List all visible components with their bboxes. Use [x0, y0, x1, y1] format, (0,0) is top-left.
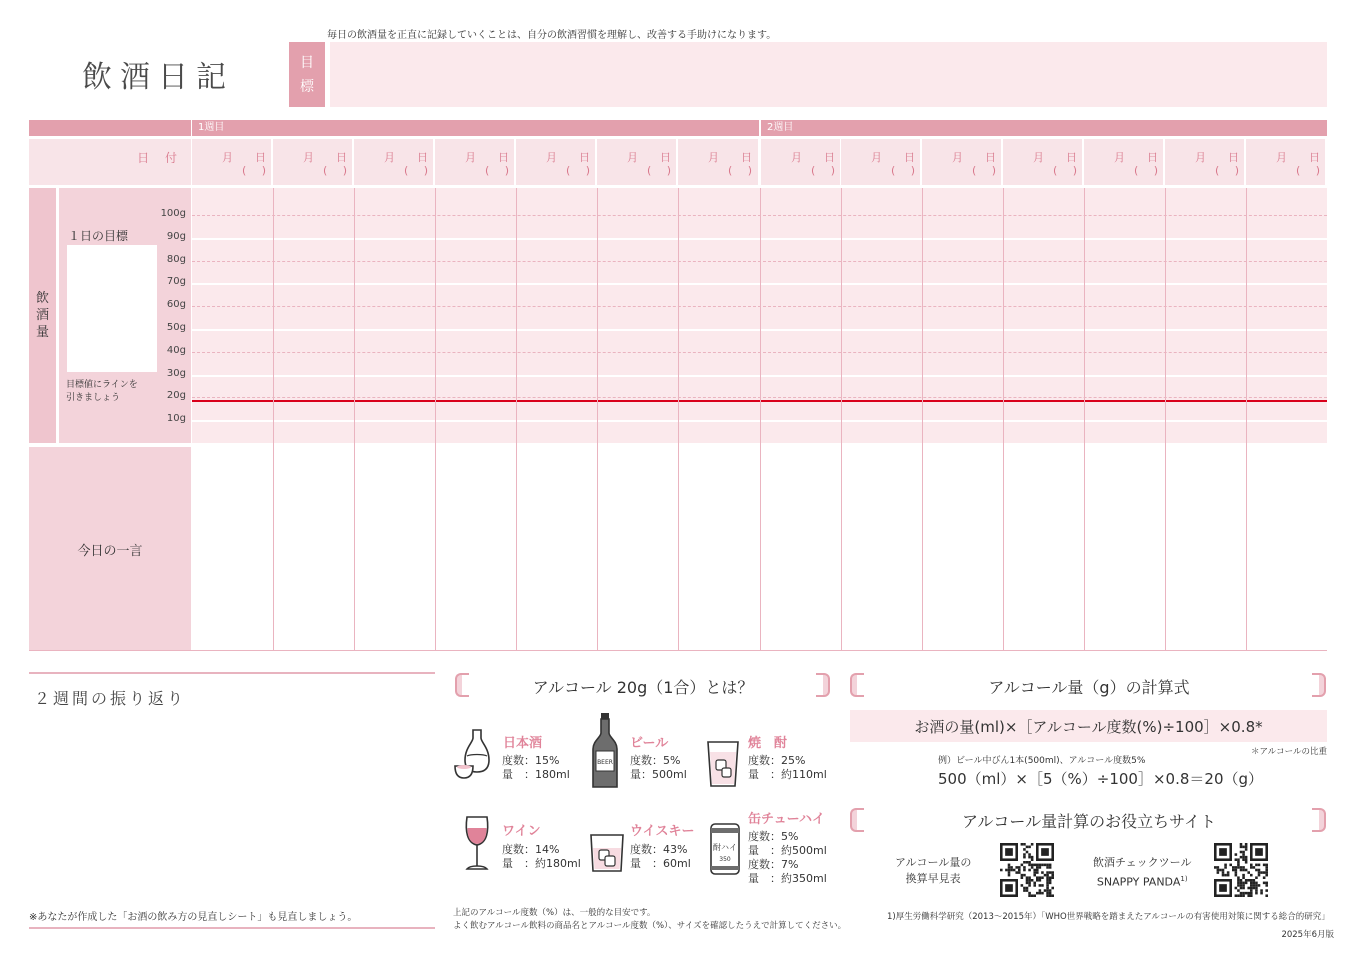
gram-label: 80g [166, 253, 186, 265]
column-line [841, 188, 842, 650]
drink-name-whisky: ウイスキー [630, 824, 695, 839]
column-line [435, 188, 436, 650]
column-line [1165, 188, 1166, 650]
formula-example-caption: 例）ビール中びん1本(500ml)、アルコール度数5% [938, 756, 1146, 766]
wine-amount: 量 ：約180ml [502, 857, 581, 870]
amount-label [29, 290, 56, 341]
month-label: 月 [708, 151, 719, 164]
bracket-left-icon [850, 673, 864, 697]
daily-target-note [66, 379, 138, 405]
month-label: 月 [1033, 151, 1044, 164]
whisky-degree: 度数：43% [630, 843, 688, 856]
gram-label: 20g [166, 390, 186, 402]
alcohol20-title: アルコール 20g（1合）とは？ [532, 678, 754, 697]
chuhai-degree-2: 度数：7% [748, 858, 799, 871]
edition: 2025年6月版 [1281, 930, 1334, 940]
site-1-line-2: 換算早見表 [905, 872, 961, 885]
goal-input-box[interactable] [330, 42, 1327, 107]
month-label: 月 [871, 151, 882, 164]
day-label: 日 [904, 151, 915, 164]
chuhai-amount-2: 量 ：約350ml [748, 872, 827, 885]
formula-title: アルコール量（g）の計算式 [988, 678, 1190, 697]
review-top-line [29, 672, 435, 674]
can-size: 350 [719, 856, 731, 863]
goal-label [289, 42, 325, 107]
date-cell[interactable] [1003, 139, 1082, 185]
site-2-line-1: 飲酒チェックツール [1093, 856, 1192, 869]
drink-info-shochu [748, 754, 827, 782]
date-cell[interactable] [354, 139, 433, 185]
date-cell[interactable] [516, 139, 595, 185]
drink-info-beer [630, 754, 687, 782]
day-label: 日 [255, 151, 266, 164]
paren-close: ) [991, 164, 996, 177]
site-2-name: SNAPPY PANDA [1096, 875, 1181, 889]
bracket-right-icon [1312, 673, 1326, 697]
paren-open: ( [728, 164, 733, 177]
sites-title: アルコール量計算のお役立ちサイト [962, 812, 1216, 831]
review-note: ※あなたが作成した「お酒の飲み方の見直しシート」も見直しましょう。 [29, 912, 358, 923]
whisky-glass-icon [589, 832, 625, 874]
sake-amount: 量 ：180ml [502, 768, 570, 781]
paren-open: ( [1296, 164, 1301, 177]
daily-target-input[interactable] [67, 245, 157, 372]
alcohol20-footnote-1: 上記のアルコール度数（%）は、一般的な目安です。 [453, 908, 656, 918]
paren-close: ) [342, 164, 347, 177]
paren-close: ) [830, 164, 835, 177]
amount-label-char-3: 量 [35, 325, 49, 340]
remark-label: 今日の一言 [77, 544, 143, 559]
chuhai-degree-1: 度数：5% [748, 830, 799, 843]
paren-close: ) [261, 164, 266, 177]
review-title: ２週間の振り返り [34, 689, 187, 708]
date-cell[interactable] [841, 139, 920, 185]
shochu-amount: 量 ：約110ml [748, 768, 827, 781]
month-label: 月 [303, 151, 314, 164]
day-label: 日 [498, 151, 509, 164]
drink-name-wine: ワイン [502, 824, 541, 839]
formula-expression: お酒の量(ml)×［アルコール度数(%)÷100］×0.8* [914, 718, 1263, 736]
paren-close: ) [423, 164, 428, 177]
date-cell[interactable] [922, 139, 1001, 185]
month-label: 月 [791, 151, 802, 164]
paren-close: ) [1234, 164, 1239, 177]
date-row-label: 日 付 [137, 151, 183, 165]
paren-close: ) [747, 164, 752, 177]
bracket-left-icon [455, 673, 469, 697]
drink-info-whisky [630, 843, 691, 871]
site-1-label [895, 855, 971, 887]
day-label: 日 [336, 151, 347, 164]
column-line [1003, 188, 1004, 650]
beer-degree: 度数：5% [630, 754, 681, 767]
site-2-label [1093, 855, 1191, 891]
day-label: 日 [1309, 151, 1320, 164]
beer-bottle-icon [590, 711, 620, 791]
gram-label: 70g [166, 276, 186, 288]
month-label: 月 [465, 151, 476, 164]
date-cell[interactable] [1084, 139, 1163, 185]
day-label: 日 [579, 151, 590, 164]
day-label: 日 [741, 151, 752, 164]
wine-glass-icon [462, 814, 492, 872]
day-label: 日 [1228, 151, 1239, 164]
paren-open: ( [811, 164, 816, 177]
week-1-bar: 1週目 [192, 120, 759, 136]
paren-close: ) [585, 164, 590, 177]
can-label: 酎ハイ [713, 843, 737, 852]
goal-label-1: 目 [300, 54, 314, 71]
date-cell[interactable] [1246, 139, 1325, 185]
intro-text: 毎日の飲酒量を正直に記録していくことは、自分の飲酒習慣を理解し、改善する手助けになります。 [327, 30, 777, 41]
review-input-area[interactable] [30, 695, 435, 913]
paren-open: ( [566, 164, 571, 177]
gram-label: 30g [166, 367, 186, 379]
paren-open: ( [485, 164, 490, 177]
gram-label: 50g [166, 322, 186, 333]
gram-label: 10g [166, 413, 186, 425]
date-cell[interactable] [678, 139, 758, 185]
gram-label: 100g [160, 208, 186, 219]
month-label: 月 [627, 151, 638, 164]
drink-name-sake: 日本酒 [503, 736, 543, 751]
month-label: 月 [1195, 151, 1206, 164]
day-label: 日 [1147, 151, 1158, 164]
month-label: 月 [1276, 151, 1287, 164]
column-line [1084, 188, 1085, 650]
bracket-right-icon [816, 673, 830, 697]
target-note-line-1: 目標値にラインを [66, 380, 138, 390]
whisky-amount: 量 ：60ml [630, 857, 691, 870]
day-label: 日 [417, 151, 428, 164]
column-line [273, 188, 274, 650]
paren-close: ) [666, 164, 671, 177]
month-label: 月 [1114, 151, 1125, 164]
paren-open: ( [1215, 164, 1220, 177]
shochu-degree: 度数：25% [748, 754, 806, 767]
week-2-bar: 2週目 [761, 120, 1327, 136]
date-cell[interactable] [435, 139, 514, 185]
paren-close: ) [1153, 164, 1158, 177]
review-bottom-line [29, 927, 435, 929]
paren-open: ( [972, 164, 977, 177]
site-2-line-2 [1093, 871, 1191, 891]
shochu-glass-icon [705, 738, 741, 790]
column-line [760, 188, 761, 650]
formula-example: 500（ml）×［5（%）÷100］×0.8＝20（g） [938, 770, 1264, 788]
daily-target-title: １日の目標 [68, 229, 129, 243]
paren-close: ) [910, 164, 915, 177]
column-line [516, 188, 517, 650]
alcohol20-footnote-2: よく飲むアルコール飲料の商品名とアルコール度数（%）、サイズを確認したうえで計算してください。 [453, 921, 847, 931]
bracket-right-icon [1312, 808, 1326, 832]
month-label: 月 [952, 151, 963, 164]
date-row-label-cell [29, 139, 191, 185]
drink-info-wine [502, 843, 581, 871]
day-label: 日 [824, 151, 835, 164]
beer-amount: 量：500ml [630, 768, 687, 781]
drink-info-chuhai [748, 830, 827, 886]
drink-name-shochu: 焼 酎 [748, 736, 788, 751]
goal-label-2: 標 [300, 78, 314, 95]
paren-open: ( [1134, 164, 1139, 177]
date-cell[interactable] [1165, 139, 1244, 185]
reference-note: 1)厚生労働科学研究（2013～2015年）「WHO世界戦略を踏まえたアルコールの有害使用対策に関する総合的研究」 [887, 912, 1330, 922]
chuhai-amount-1: 量 ：約500ml [748, 844, 827, 857]
formula-note: ＊アルコールの比重 [1251, 747, 1327, 757]
paren-open: ( [647, 164, 652, 177]
sake-icon [453, 726, 497, 784]
date-cell[interactable] [597, 139, 676, 185]
gram-label: 60g [166, 299, 186, 311]
paren-open: ( [1053, 164, 1058, 177]
paren-close: ) [1315, 164, 1320, 177]
amount-label-char-1: 飲 [35, 291, 49, 306]
month-label: 月 [384, 151, 395, 164]
month-label: 月 [546, 151, 557, 164]
column-line [922, 188, 923, 650]
paren-open: ( [891, 164, 896, 177]
qr-code-icon[interactable] [1214, 843, 1268, 897]
wine-degree: 度数：14% [502, 843, 560, 856]
paren-open: ( [404, 164, 409, 177]
gram-label: 90g [166, 230, 186, 242]
month-label: 月 [222, 151, 233, 164]
bracket-left-icon [850, 808, 864, 832]
date-cell[interactable] [761, 139, 840, 185]
column-line [1246, 188, 1247, 650]
week-bar-blank [29, 120, 191, 136]
page-title: 飲酒日記 [82, 60, 234, 95]
day-label: 日 [1066, 151, 1077, 164]
remark-bottom-line [29, 650, 1327, 651]
date-cell[interactable] [192, 139, 271, 185]
amount-label-char-2: 酒 [35, 308, 49, 323]
gram-label: 40g [166, 344, 186, 356]
paren-close: ) [504, 164, 509, 177]
paren-open: ( [242, 164, 247, 177]
beer-label: BEER [597, 759, 613, 766]
chuhai-can-icon [708, 820, 742, 878]
qr-code-icon[interactable] [1000, 843, 1054, 897]
drink-info-sake [502, 754, 570, 782]
target-note-line-2: 引きましょう [66, 393, 121, 403]
paren-open: ( [323, 164, 328, 177]
drink-name-beer: ビール [630, 736, 669, 751]
column-line [354, 188, 355, 650]
site-2-sup: 1) [1180, 875, 1188, 883]
sake-degree: 度数：15% [502, 754, 560, 767]
paren-close: ) [1072, 164, 1077, 177]
day-label: 日 [985, 151, 996, 164]
date-cell[interactable] [273, 139, 352, 185]
day-label: 日 [660, 151, 671, 164]
column-line [678, 188, 679, 650]
drink-name-chuhai: 缶チューハイ [748, 812, 825, 827]
site-1-line-1: アルコール量の [895, 856, 972, 869]
column-line [597, 188, 598, 650]
